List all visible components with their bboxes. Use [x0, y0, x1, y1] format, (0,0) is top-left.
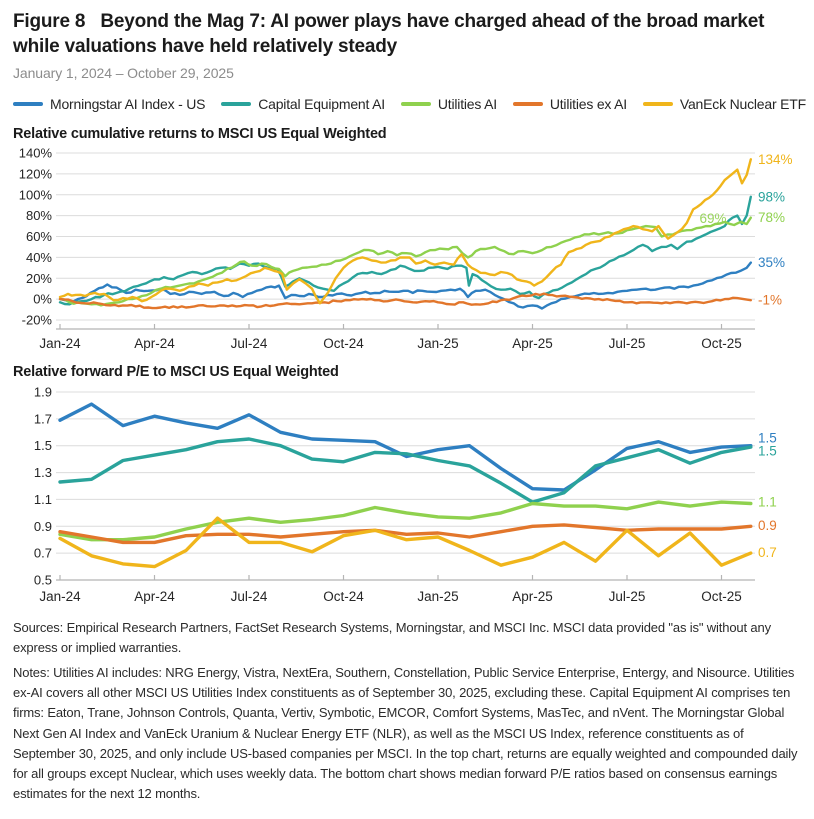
figure-title: [0, 0, 783, 60]
x-tick-label: Jan-25: [417, 335, 459, 351]
legend-label: Utilities ex AI: [549, 95, 627, 112]
chart-legend: [0, 96, 814, 112]
y-tick-label: 1.7: [33, 411, 52, 427]
end-value-label-utilities-ex-ai: 0.9: [758, 518, 777, 534]
y-tick-label: 0.5: [33, 572, 52, 588]
capital-equipment-ai-line-swatch-icon: [221, 102, 251, 107]
utilities-ai-line-swatch-icon: [401, 102, 431, 107]
end-value-label-capital-equipment-ai: 1.5: [758, 443, 777, 459]
cumulative-returns-chart-title: Relative cumulative returns to MSCI US Equal Weighted: [13, 125, 387, 142]
figure-number: Figure 8: [13, 11, 86, 32]
utilities-ex-ai-line-swatch-icon: [513, 102, 543, 107]
end-value-label-morningstar-ai-index-us: 35%: [758, 255, 786, 271]
y-tick-label: 120%: [18, 166, 52, 182]
vaneck-nuclear-etf-line-swatch-icon: [643, 102, 673, 107]
y-tick-label: 0%: [33, 291, 52, 307]
methodology-note: Notes: Utilities AI includes: NRG Energy, Vistra, NextEra, Southern, Constellation, Public Service Enterprise, Entergy, and Nisource. Utilities ex-AI covers all other MSCI US Utilities Index constituents as of September 30, 2025, excluding these. Capital Equipment AI comprises ten firms: Eaton, Trane, Johnson Controls, Quanta, Vertiv, Symbotic, EMCOR, Comfort Systems, MasTec, and nVent. The Morningstar Global Next Gen AI Index and VanEck Uranium & Nuclear Energy ETF (NLR), as well as the MSCI US Index, reference constituents as of September 30, 2025, and only include US-based companies per MSCI. In the top chart, returns are equally weighted and compounded daily for all groups except Nuclear, which uses weekly data. The bottom chart shows median forward P/E ratios based on consensus earnings estimates for the next 12 months.: [13, 665, 798, 802]
y-tick-label: 80%: [25, 208, 52, 224]
y-tick-label: 20%: [25, 270, 52, 286]
x-tick-label: Oct-25: [701, 335, 742, 351]
date-range: January 1, 2024 – October 29, 2025: [13, 64, 234, 81]
x-tick-label: Jan-24: [39, 588, 81, 604]
end-value-label-vaneck-nuclear-etf: 134%: [758, 151, 793, 167]
y-tick-label: 1.9: [33, 384, 52, 400]
end-value-label-utilities-ex-ai: -1%: [758, 292, 783, 308]
series-line-capital-equipment-ai: [60, 439, 751, 502]
y-tick-label: 1.3: [33, 465, 52, 481]
y-tick-label: -20%: [21, 312, 52, 328]
end-value-label-morningstar-ai-index-us: 1.5: [758, 430, 777, 446]
x-tick-label: Jul-25: [608, 588, 646, 604]
x-tick-label: Oct-24: [323, 335, 364, 351]
cumulative-returns-chart: [0, 142, 814, 356]
x-tick-label: Jul-25: [608, 335, 646, 351]
end-value-label-utilities-ai: 1.1: [758, 494, 777, 510]
x-tick-label: Apr-25: [512, 588, 553, 604]
x-tick-label: Apr-25: [512, 335, 553, 351]
series-line-vaneck-nuclear-etf: [60, 518, 751, 566]
forward-pe-chart-title: Relative forward P/E to MSCI US Equal Weighted: [13, 363, 339, 380]
series-line-morningstar-ai-index-us: [60, 404, 751, 490]
x-tick-label: Apr-24: [134, 588, 175, 604]
legend-item-utilities-ex-ai: [513, 96, 627, 112]
series-line-utilities-ex-ai: [60, 294, 751, 309]
legend-item-capital-equipment-ai: [221, 96, 385, 112]
end-value-label-capital-equipment-ai: 98%: [758, 189, 786, 205]
y-tick-label: 100%: [18, 187, 52, 203]
end-value-label-vaneck-nuclear-etf: 0.7: [758, 544, 777, 560]
series-line-vaneck-nuclear-etf: [60, 159, 751, 303]
legend-label: Capital Equipment AI: [258, 95, 385, 112]
y-tick-label: 140%: [18, 145, 52, 161]
y-tick-label: 1.5: [33, 438, 52, 454]
x-tick-label: Oct-25: [701, 588, 742, 604]
morningstar-ai-line-swatch-icon: [13, 102, 43, 107]
sources-note: Sources: Empirical Research Partners, FactSet Research Systems, Morningstar, and MSCI Inc. MSCI data provided "as is" without any express or implied warranties.: [13, 619, 771, 656]
overlapped-value-label: 69%: [699, 210, 727, 226]
legend-item-morningstar-ai: [13, 96, 205, 112]
legend-label: Morningstar AI Index - US: [50, 95, 206, 112]
y-tick-label: 0.9: [33, 518, 52, 534]
y-tick-label: 0.7: [33, 545, 52, 561]
footnotes: [0, 618, 814, 804]
legend-item-utilities-ai: [401, 96, 497, 112]
x-tick-label: Oct-24: [323, 588, 364, 604]
y-tick-label: 1.1: [33, 491, 52, 507]
x-tick-label: Jan-24: [39, 335, 81, 351]
end-value-label-utilities-ai: 78%: [758, 210, 786, 226]
x-tick-label: Jan-25: [417, 588, 459, 604]
figure-title-text: Beyond the Mag 7: AI power plays have charged ahead of the broad market while valuations have held relatively steady: [13, 11, 765, 58]
x-tick-label: Apr-24: [134, 335, 175, 351]
legend-label: Utilities AI: [437, 95, 497, 112]
legend-label: VanEck Nuclear ETF: [679, 95, 806, 112]
y-tick-label: 40%: [25, 249, 52, 265]
x-tick-label: Jul-24: [230, 335, 268, 351]
x-tick-label: Jul-24: [230, 588, 268, 604]
y-tick-label: 60%: [25, 228, 52, 244]
forward-pe-chart: [0, 380, 814, 608]
legend-item-vaneck-nuclear-etf: [643, 96, 806, 112]
